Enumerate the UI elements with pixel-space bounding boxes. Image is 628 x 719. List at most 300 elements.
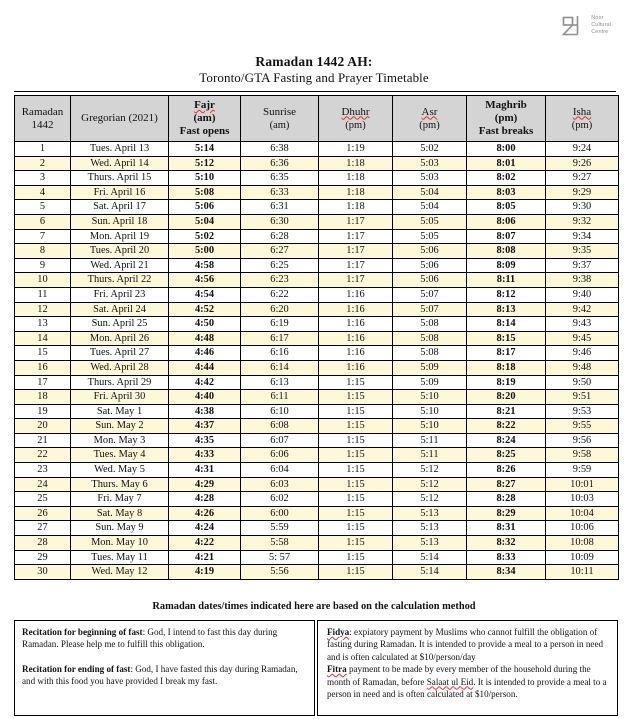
table-row bbox=[15, 536, 619, 551]
cell-maghrib: 8:22 bbox=[467, 419, 546, 434]
cell-ramadan: 15 bbox=[15, 346, 71, 361]
cell-sunrise: 6:33 bbox=[241, 185, 319, 200]
cell-asr: 5:14 bbox=[393, 565, 467, 580]
table-row bbox=[15, 331, 619, 346]
cell-fajr: 4:24 bbox=[169, 521, 241, 536]
cell-asr: 5:09 bbox=[393, 375, 467, 390]
cell-dhuhr: 1:15 bbox=[319, 492, 393, 507]
table-row bbox=[15, 433, 619, 448]
col-header-isha-line1: Isha bbox=[572, 105, 592, 118]
cell-asr: 5:10 bbox=[393, 419, 467, 434]
cell-sunrise: 5:59 bbox=[241, 521, 319, 536]
cell-isha: 10:11 bbox=[546, 565, 619, 580]
fidya-term: Fidya bbox=[327, 627, 350, 637]
salaat-ul-eid-term: Salaat ul Eid bbox=[426, 676, 474, 687]
table-row bbox=[15, 390, 619, 405]
cell-isha: 9:32 bbox=[546, 214, 619, 229]
table-row bbox=[15, 244, 619, 259]
cell-gregorian: Tues. May 11 bbox=[71, 550, 169, 565]
col-header-gregorian bbox=[71, 96, 169, 142]
cell-ramadan: 17 bbox=[15, 375, 71, 390]
col-header-fajr-line3: Fast opens bbox=[179, 125, 230, 137]
fitra-text-a: payment to be made by every member of the household during the month of Ramadan, before bbox=[327, 664, 591, 687]
cell-gregorian: Tues. April 13 bbox=[71, 142, 169, 157]
timetable-header-row bbox=[15, 96, 619, 142]
cell-gregorian: Sat. May 8 bbox=[71, 506, 169, 521]
cell-gregorian: Tues. April 20 bbox=[71, 244, 169, 259]
cell-maghrib: 8:03 bbox=[467, 185, 546, 200]
cell-sunrise: 6:38 bbox=[241, 142, 319, 157]
cell-ramadan: 5 bbox=[15, 200, 71, 215]
col-header-isha bbox=[546, 96, 619, 142]
table-row bbox=[15, 463, 619, 478]
cell-ramadan: 3 bbox=[15, 171, 71, 186]
col-header-fajr bbox=[169, 96, 241, 142]
cell-fajr: 4:40 bbox=[169, 390, 241, 405]
cell-sunrise: 6:16 bbox=[241, 346, 319, 361]
cell-dhuhr: 1:15 bbox=[319, 521, 393, 536]
cell-maghrib: 8:08 bbox=[467, 244, 546, 259]
cell-sunrise: 6:27 bbox=[241, 244, 319, 259]
cell-dhuhr: 1:15 bbox=[319, 390, 393, 405]
table-row bbox=[15, 404, 619, 419]
col-header-sunrise bbox=[241, 96, 319, 142]
recitation-ending-term: Recitation for ending of fast bbox=[22, 663, 131, 674]
subtitle-hijri-year: Ramadan 1442 AH: bbox=[255, 54, 373, 69]
cell-isha: 9:26 bbox=[546, 156, 619, 171]
cell-maghrib: 8:33 bbox=[467, 550, 546, 565]
cell-maghrib: 8:07 bbox=[467, 229, 546, 244]
cell-asr: 5:04 bbox=[393, 185, 467, 200]
cell-sunrise: 6:23 bbox=[241, 273, 319, 288]
timetable-head bbox=[15, 96, 619, 142]
recitation-beginning bbox=[22, 626, 307, 651]
cell-ramadan: 8 bbox=[15, 244, 71, 259]
cell-maghrib: 8:06 bbox=[467, 214, 546, 229]
cell-isha: 9:46 bbox=[546, 346, 619, 361]
cell-dhuhr: 1:15 bbox=[319, 404, 393, 419]
cell-gregorian: Tues. April 27 bbox=[71, 346, 169, 361]
cell-isha: 9:55 bbox=[546, 419, 619, 434]
cell-maghrib: 8:13 bbox=[467, 302, 546, 317]
col-header-maghrib-line1: Maghrib bbox=[485, 99, 527, 111]
cell-sunrise: 6:03 bbox=[241, 477, 319, 492]
cell-gregorian: Thurs. April 29 bbox=[71, 375, 169, 390]
cell-ramadan: 25 bbox=[15, 492, 71, 507]
cell-sunrise: 6:02 bbox=[241, 492, 319, 507]
cell-isha: 9:30 bbox=[546, 200, 619, 215]
table-row bbox=[15, 229, 619, 244]
cell-dhuhr: 1:17 bbox=[319, 229, 393, 244]
cell-asr: 5:05 bbox=[393, 214, 467, 229]
cell-isha: 9:38 bbox=[546, 273, 619, 288]
cell-ramadan: 2 bbox=[15, 156, 71, 171]
fitra-term: Fitra bbox=[327, 664, 347, 675]
col-header-asr-line2: (pm) bbox=[419, 119, 440, 131]
cell-fajr: 4:58 bbox=[169, 258, 241, 273]
cell-asr: 5:12 bbox=[393, 492, 467, 507]
cell-asr: 5:04 bbox=[393, 200, 467, 215]
cell-fajr: 4:56 bbox=[169, 273, 241, 288]
cell-gregorian: Mon. May 3 bbox=[71, 433, 169, 448]
cell-fajr: 5:00 bbox=[169, 244, 241, 259]
cell-maghrib: 8:28 bbox=[467, 492, 546, 507]
cell-dhuhr: 1:16 bbox=[319, 317, 393, 332]
cell-dhuhr: 1:16 bbox=[319, 287, 393, 302]
cell-dhuhr: 1:18 bbox=[319, 185, 393, 200]
col-header-ramadan-line1: Ramadan bbox=[21, 105, 64, 118]
cell-fajr: 4:28 bbox=[169, 492, 241, 507]
cell-dhuhr: 1:16 bbox=[319, 302, 393, 317]
cell-asr: 5:14 bbox=[393, 550, 467, 565]
cell-dhuhr: 1:15 bbox=[319, 463, 393, 478]
cell-gregorian: Fri. April 30 bbox=[71, 390, 169, 405]
cell-ramadan: 6 bbox=[15, 214, 71, 229]
cell-gregorian: Wed. April 21 bbox=[71, 258, 169, 273]
cell-sunrise: 6:30 bbox=[241, 214, 319, 229]
table-row bbox=[15, 550, 619, 565]
cell-gregorian: Sat. April 17 bbox=[71, 200, 169, 215]
cell-isha: 10:01 bbox=[546, 477, 619, 492]
cell-ramadan: 4 bbox=[15, 185, 71, 200]
cell-fajr: 4:54 bbox=[169, 287, 241, 302]
cell-dhuhr: 1:15 bbox=[319, 550, 393, 565]
cell-asr: 5:03 bbox=[393, 171, 467, 186]
cell-ramadan: 23 bbox=[15, 463, 71, 478]
cell-isha: 9:56 bbox=[546, 433, 619, 448]
cell-maghrib: 8:31 bbox=[467, 521, 546, 536]
table-row bbox=[15, 346, 619, 361]
cell-asr: 5:12 bbox=[393, 477, 467, 492]
cell-ramadan: 27 bbox=[15, 521, 71, 536]
cell-maghrib: 8:20 bbox=[467, 390, 546, 405]
cell-dhuhr: 1:16 bbox=[319, 346, 393, 361]
cell-dhuhr: 1:15 bbox=[319, 477, 393, 492]
noor-cultural-centre-logo bbox=[561, 14, 611, 40]
cell-ramadan: 20 bbox=[15, 419, 71, 434]
cell-asr: 5:11 bbox=[393, 433, 467, 448]
recitation-beginning-term: Recitation for beginning of fast bbox=[22, 627, 143, 637]
col-header-dhuhr bbox=[319, 96, 393, 142]
cell-dhuhr: 1:16 bbox=[319, 331, 393, 346]
col-header-fajr-line2: (am) bbox=[193, 112, 216, 124]
cell-isha: 9:43 bbox=[546, 317, 619, 332]
cell-fajr: 5:10 bbox=[169, 171, 241, 186]
cell-asr: 5:08 bbox=[393, 317, 467, 332]
charity-definitions-box bbox=[317, 620, 618, 716]
table-row bbox=[15, 360, 619, 375]
cell-asr: 5:07 bbox=[393, 287, 467, 302]
cell-sunrise: 6:17 bbox=[241, 331, 319, 346]
fitra-text-b: . It is intended to provide a meal to a person in need and is often calculated at $10/person. bbox=[327, 676, 607, 700]
cell-sunrise: 6:22 bbox=[241, 287, 319, 302]
fidya-text: : expiatory payment by Muslims who cannot fulfill the obligation of fasting during Ramadan. It is intended to provide a meal to a person in need and is often calculated at $10/person/day bbox=[327, 627, 604, 662]
cell-ramadan: 21 bbox=[15, 433, 71, 448]
table-row bbox=[15, 521, 619, 536]
cell-sunrise: 6:00 bbox=[241, 506, 319, 521]
table-row bbox=[15, 506, 619, 521]
recitation-beginning-text: : God, I intend to fast this day during Ramadan. Please help me to fulfill this obligation. bbox=[22, 627, 278, 650]
cell-sunrise: 6:20 bbox=[241, 302, 319, 317]
cell-ramadan: 12 bbox=[15, 302, 71, 317]
cell-maghrib: 8:17 bbox=[467, 346, 546, 361]
cell-fajr: 4:50 bbox=[169, 317, 241, 332]
cell-dhuhr: 1:15 bbox=[319, 448, 393, 463]
cell-fajr: 4:35 bbox=[169, 433, 241, 448]
cell-gregorian: Sun. May 2 bbox=[71, 419, 169, 434]
cell-sunrise: 6:14 bbox=[241, 360, 319, 375]
cell-ramadan: 29 bbox=[15, 550, 71, 565]
cell-gregorian: Wed. May 5 bbox=[71, 463, 169, 478]
cell-ramadan: 18 bbox=[15, 390, 71, 405]
cell-maghrib: 8:00 bbox=[467, 142, 546, 157]
cell-asr: 5:07 bbox=[393, 302, 467, 317]
cell-fajr: 5:02 bbox=[169, 229, 241, 244]
cell-maghrib: 8:02 bbox=[467, 171, 546, 186]
cell-dhuhr: 1:15 bbox=[319, 419, 393, 434]
cell-asr: 5:12 bbox=[393, 463, 467, 478]
cell-sunrise: 6:25 bbox=[241, 258, 319, 273]
table-row bbox=[15, 142, 619, 157]
cell-sunrise: 6:07 bbox=[241, 433, 319, 448]
table-row bbox=[15, 200, 619, 215]
col-header-asr-line1: Asr bbox=[421, 105, 438, 118]
cell-maghrib: 8:32 bbox=[467, 536, 546, 551]
table-row bbox=[15, 287, 619, 302]
cell-ramadan: 24 bbox=[15, 477, 71, 492]
cell-dhuhr: 1:15 bbox=[319, 506, 393, 521]
cell-dhuhr: 1:17 bbox=[319, 258, 393, 273]
logo-line-1: Noor bbox=[591, 15, 604, 21]
cell-gregorian: Wed. May 12 bbox=[71, 565, 169, 580]
cell-ramadan: 19 bbox=[15, 404, 71, 419]
table-row bbox=[15, 171, 619, 186]
arc-title bbox=[0, 12, 628, 58]
cell-isha: 9:58 bbox=[546, 448, 619, 463]
cell-maghrib: 8:09 bbox=[467, 258, 546, 273]
cell-fajr: 4:22 bbox=[169, 536, 241, 551]
cell-gregorian: Sat. April 24 bbox=[71, 302, 169, 317]
cell-sunrise: 5: 57 bbox=[241, 550, 319, 565]
cell-dhuhr: 1:19 bbox=[319, 142, 393, 157]
cell-gregorian: Fri. May 7 bbox=[71, 492, 169, 507]
cell-asr: 5:03 bbox=[393, 156, 467, 171]
footer-notes bbox=[14, 620, 618, 716]
cell-gregorian: Mon. May 10 bbox=[71, 536, 169, 551]
recitation-box bbox=[14, 620, 315, 716]
cell-fajr: 4:44 bbox=[169, 360, 241, 375]
cell-gregorian: Thurs. April 22 bbox=[71, 273, 169, 288]
cell-isha: 9:24 bbox=[546, 142, 619, 157]
cell-maghrib: 8:25 bbox=[467, 448, 546, 463]
cell-asr: 5:11 bbox=[393, 448, 467, 463]
cell-sunrise: 6:13 bbox=[241, 375, 319, 390]
cell-gregorian: Tues. May 4 bbox=[71, 448, 169, 463]
cell-dhuhr: 1:17 bbox=[319, 273, 393, 288]
col-header-ramadan bbox=[15, 96, 71, 142]
cell-maghrib: 8:15 bbox=[467, 331, 546, 346]
cell-gregorian: Sun. May 9 bbox=[71, 521, 169, 536]
cell-fajr: 4:46 bbox=[169, 346, 241, 361]
cell-sunrise: 6:04 bbox=[241, 463, 319, 478]
fidya-definition bbox=[327, 626, 610, 663]
col-header-maghrib bbox=[467, 96, 546, 142]
col-header-dhuhr-line1: Dhuhr bbox=[341, 105, 370, 118]
cell-dhuhr: 1:15 bbox=[319, 536, 393, 551]
cell-ramadan: 13 bbox=[15, 317, 71, 332]
cell-isha: 10:04 bbox=[546, 506, 619, 521]
cell-isha: 9:27 bbox=[546, 171, 619, 186]
cell-fajr: 4:29 bbox=[169, 477, 241, 492]
cell-ramadan: 11 bbox=[15, 287, 71, 302]
cell-sunrise: 6:11 bbox=[241, 390, 319, 405]
cell-dhuhr: 1:17 bbox=[319, 214, 393, 229]
cell-sunrise: 6:06 bbox=[241, 448, 319, 463]
cell-maghrib: 8:05 bbox=[467, 200, 546, 215]
cell-maghrib: 8:24 bbox=[467, 433, 546, 448]
table-row bbox=[15, 419, 619, 434]
cell-dhuhr: 1:15 bbox=[319, 433, 393, 448]
cell-isha: 9:48 bbox=[546, 360, 619, 375]
header-divider bbox=[14, 91, 616, 92]
col-header-isha-line2: (pm) bbox=[571, 119, 593, 131]
logo-line-2: Cultural bbox=[591, 22, 611, 29]
cell-maghrib: 8:34 bbox=[467, 565, 546, 580]
logo-wordmark bbox=[591, 14, 611, 37]
table-row bbox=[15, 302, 619, 317]
cell-asr: 5:13 bbox=[393, 521, 467, 536]
cell-maghrib: 8:12 bbox=[467, 287, 546, 302]
cell-gregorian: Sun. April 25 bbox=[71, 317, 169, 332]
cell-isha: 9:40 bbox=[546, 287, 619, 302]
cell-maghrib: 8:14 bbox=[467, 317, 546, 332]
cell-asr: 5:13 bbox=[393, 506, 467, 521]
col-header-fajr-line1: Fajr bbox=[194, 99, 215, 111]
cell-isha: 10:08 bbox=[546, 536, 619, 551]
recitation-ending bbox=[22, 663, 307, 688]
col-header-asr bbox=[393, 96, 467, 142]
table-row bbox=[15, 273, 619, 288]
table-row bbox=[15, 565, 619, 580]
cell-maghrib: 8:19 bbox=[467, 375, 546, 390]
col-header-sunrise-line1: Sunrise bbox=[263, 105, 296, 118]
cell-isha: 9:35 bbox=[546, 244, 619, 259]
cell-fajr: 4:33 bbox=[169, 448, 241, 463]
table-row bbox=[15, 477, 619, 492]
cell-fajr: 4:52 bbox=[169, 302, 241, 317]
cell-fajr: 4:19 bbox=[169, 565, 241, 580]
cell-isha: 9:59 bbox=[546, 463, 619, 478]
cell-maghrib: 8:11 bbox=[467, 273, 546, 288]
prayer-timetable bbox=[14, 95, 619, 580]
recitation-ending-text: : God, I have fasted this day during Ramadan, and with this food you have provided I break my fast. bbox=[22, 663, 298, 687]
fitra-definition bbox=[327, 663, 610, 700]
col-header-dhuhr-line2: (pm) bbox=[345, 119, 366, 131]
cell-dhuhr: 1:15 bbox=[319, 375, 393, 390]
cell-fajr: 5:08 bbox=[169, 185, 241, 200]
cell-fajr: 5:04 bbox=[169, 214, 241, 229]
cell-asr: 5:10 bbox=[393, 404, 467, 419]
cell-isha: 9:29 bbox=[546, 185, 619, 200]
cell-sunrise: 6:28 bbox=[241, 229, 319, 244]
logo-line-3: Centre bbox=[591, 29, 609, 36]
cell-isha: 9:34 bbox=[546, 229, 619, 244]
cell-ramadan: 16 bbox=[15, 360, 71, 375]
cell-dhuhr: 1:18 bbox=[319, 156, 393, 171]
cell-sunrise: 6:08 bbox=[241, 419, 319, 434]
cell-gregorian: Fri. April 16 bbox=[71, 185, 169, 200]
table-row bbox=[15, 214, 619, 229]
cell-ramadan: 10 bbox=[15, 273, 71, 288]
timetable-body bbox=[15, 142, 619, 580]
cell-gregorian: Fri. April 23 bbox=[71, 287, 169, 302]
cell-fajr: 4:37 bbox=[169, 419, 241, 434]
table-row bbox=[15, 156, 619, 171]
cell-fajr: 5:12 bbox=[169, 156, 241, 171]
cell-isha: 10:09 bbox=[546, 550, 619, 565]
table-row bbox=[15, 317, 619, 332]
cell-ramadan: 28 bbox=[15, 536, 71, 551]
cell-isha: 9:51 bbox=[546, 390, 619, 405]
cell-gregorian: Wed. April 28 bbox=[71, 360, 169, 375]
cell-ramadan: 14 bbox=[15, 331, 71, 346]
cell-maghrib: 8:29 bbox=[467, 506, 546, 521]
cell-maghrib: 8:01 bbox=[467, 156, 546, 171]
cell-gregorian: Thurs. May 6 bbox=[71, 477, 169, 492]
masthead bbox=[0, 0, 628, 86]
cell-isha: 9:42 bbox=[546, 302, 619, 317]
cell-asr: 5:05 bbox=[393, 229, 467, 244]
table-row bbox=[15, 448, 619, 463]
cell-isha: 9:37 bbox=[546, 258, 619, 273]
cell-fajr: 4:26 bbox=[169, 506, 241, 521]
cell-gregorian: Sun. April 18 bbox=[71, 214, 169, 229]
cell-asr: 5:06 bbox=[393, 273, 467, 288]
cell-ramadan: 26 bbox=[15, 506, 71, 521]
cell-asr: 5:06 bbox=[393, 244, 467, 259]
cell-sunrise: 6:36 bbox=[241, 156, 319, 171]
cell-ramadan: 7 bbox=[15, 229, 71, 244]
subtitle-description: Toronto/GTA Fasting and Prayer Timetable bbox=[199, 70, 429, 85]
cell-sunrise: 6:19 bbox=[241, 317, 319, 332]
cell-gregorian: Wed. April 14 bbox=[71, 156, 169, 171]
table-row bbox=[15, 258, 619, 273]
table-row bbox=[15, 492, 619, 507]
col-header-gregorian-line1: Gregorian (2021) bbox=[81, 112, 158, 124]
cell-dhuhr: 1:16 bbox=[319, 360, 393, 375]
cell-gregorian: Sat. May 1 bbox=[71, 404, 169, 419]
col-header-maghrib-line2: (pm) bbox=[494, 112, 518, 124]
cell-isha: 10:06 bbox=[546, 521, 619, 536]
cell-asr: 5:08 bbox=[393, 331, 467, 346]
cell-asr: 5:10 bbox=[393, 390, 467, 405]
cell-fajr: 5:06 bbox=[169, 200, 241, 215]
cell-isha: 10:03 bbox=[546, 492, 619, 507]
col-header-sunrise-line2: (am) bbox=[269, 119, 290, 131]
col-header-maghrib-line3: Fast breaks bbox=[478, 125, 534, 137]
cell-isha: 9:53 bbox=[546, 404, 619, 419]
col-header-ramadan-line2: 1442 bbox=[31, 118, 54, 131]
cell-sunrise: 6:31 bbox=[241, 200, 319, 215]
cell-gregorian: Thurs. April 15 bbox=[71, 171, 169, 186]
cell-ramadan: 1 bbox=[15, 142, 71, 157]
cell-ramadan: 22 bbox=[15, 448, 71, 463]
cell-fajr: 4:38 bbox=[169, 404, 241, 419]
calculation-method-note: Ramadan dates/times indicated here are based on the calculation method bbox=[152, 601, 476, 612]
cell-ramadan: 9 bbox=[15, 258, 71, 273]
cell-dhuhr: 1:18 bbox=[319, 171, 393, 186]
cell-sunrise: 5:56 bbox=[241, 565, 319, 580]
